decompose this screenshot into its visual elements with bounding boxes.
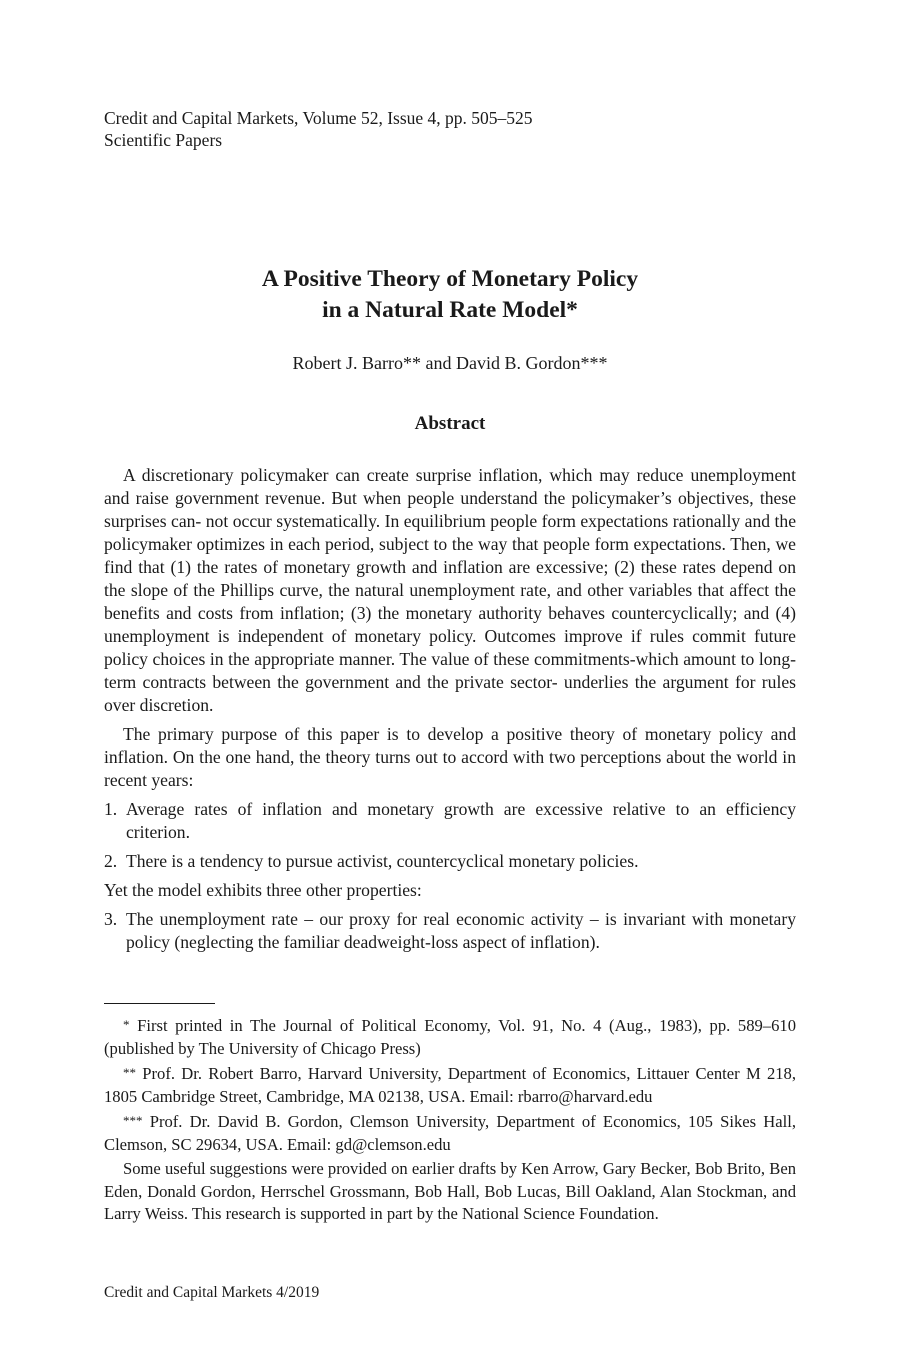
title-line-2: in a Natural Rate Model* xyxy=(322,297,578,323)
abstract-text: A discretionary policymaker can create surprise inflation, which may reduce unemployment and raise government revenue. But when people understand the policymaker’s objectives, these surprises can- not occur systematically. In equilibrium people form expectations rationally and the policymaker optimizes in each period, subject to the way that people form expectations. Then, we find that (1) the rates of monetary growth and inflation are excessive; (2) these rates depend on the slope of the Phillips curve, the natural unemployment rate, and other variables that affect the benefits and costs from inflation; (3) the monetary authority behaves countercyclically; and (4) unemployment is independent of monetary policy. Outcomes improve if rules commit future policy choices in the appropriate manner. The value of these commitments-which amount to long- term contracts between the government and the private sector- underlies the argument for rules over discretion. xyxy=(104,465,796,715)
footnote-text: Some useful suggestions were provided on earlier drafts by Ken Arrow, Gary Becker, Bob Brito, Ben Eden, Donald Gordon, Herrschel Grossmann, Bob Hall, Bob Lucas, Bill Oakland, Alan Stockman, and Larry Weiss. This research is supported in part by the National Science Foundation. xyxy=(104,1159,796,1223)
footnote xyxy=(104,1062,796,1108)
list-number: 2. xyxy=(104,851,118,871)
footnote xyxy=(104,1014,796,1060)
list-text: The unemployment rate – our proxy for real economic activity – is invariant with monetary policy (neglecting the familiar deadweight-loss aspect of inflation). xyxy=(126,909,796,952)
intro-paragraph: The primary purpose of this paper is to develop a positive theory of monetary policy and inflation. On the one hand, the theory turns out to accord with two perceptions about the world in recent years: xyxy=(104,724,796,790)
footnote-marker: *** xyxy=(123,1113,143,1128)
journal-line: Credit and Capital Markets, Volume 52, Issue 4, pp. 505–525 xyxy=(104,108,533,128)
list-item xyxy=(104,798,796,844)
footnote-divider xyxy=(104,1003,215,1004)
footnote-text: First printed in The Journal of Political Economy, Vol. 91, No. 4 (Aug., 1983), pp. 589–610 (published by The University of Chicago Press) xyxy=(104,1016,796,1058)
list-number: 1. xyxy=(104,799,118,819)
footnotes xyxy=(104,1014,796,1228)
properties-list-a xyxy=(104,798,796,873)
list-item xyxy=(104,850,796,873)
list-number: 3. xyxy=(104,909,118,929)
list-text: There is a tendency to pursue activist, countercyclical monetary policies. xyxy=(126,851,639,871)
footnote xyxy=(104,1158,796,1226)
abstract-heading: Abstract xyxy=(414,413,486,434)
title-line-1: A Positive Theory of Monetary Policy xyxy=(261,266,639,292)
paper-title xyxy=(0,264,900,326)
main-text xyxy=(104,464,796,954)
transition-paragraph: Yet the model exhibits three other properties: xyxy=(104,880,422,900)
running-header xyxy=(104,107,533,151)
footnote-marker: * xyxy=(123,1017,130,1032)
properties-list-b xyxy=(104,908,796,954)
section-line: Scientific Papers xyxy=(104,130,223,150)
list-text: Average rates of inflation and monetary growth are excessive relative to an efficiency criterion. xyxy=(126,799,796,842)
footnote xyxy=(104,1110,796,1156)
footnote-marker: ** xyxy=(123,1065,136,1080)
footnote-text: Prof. Dr. Robert Barro, Harvard University, Department of Economics, Littauer Center M 218, 1805 Cambridge Street, Cambridge, MA 02138, USA. Email: rbarro@harvard.edu xyxy=(104,1064,796,1106)
footnote-text: Prof. Dr. David B. Gordon, Clemson University, Department of Economics, 105 Sikes Hall, Clemson, SC 29634, USA. Email: gd@clemson.edu xyxy=(104,1112,796,1154)
running-footer: Credit and Capital Markets 4/2019 xyxy=(104,1284,320,1301)
author-line: Robert J. Barro** and David B. Gordon*** xyxy=(292,353,608,373)
list-item xyxy=(104,908,796,954)
